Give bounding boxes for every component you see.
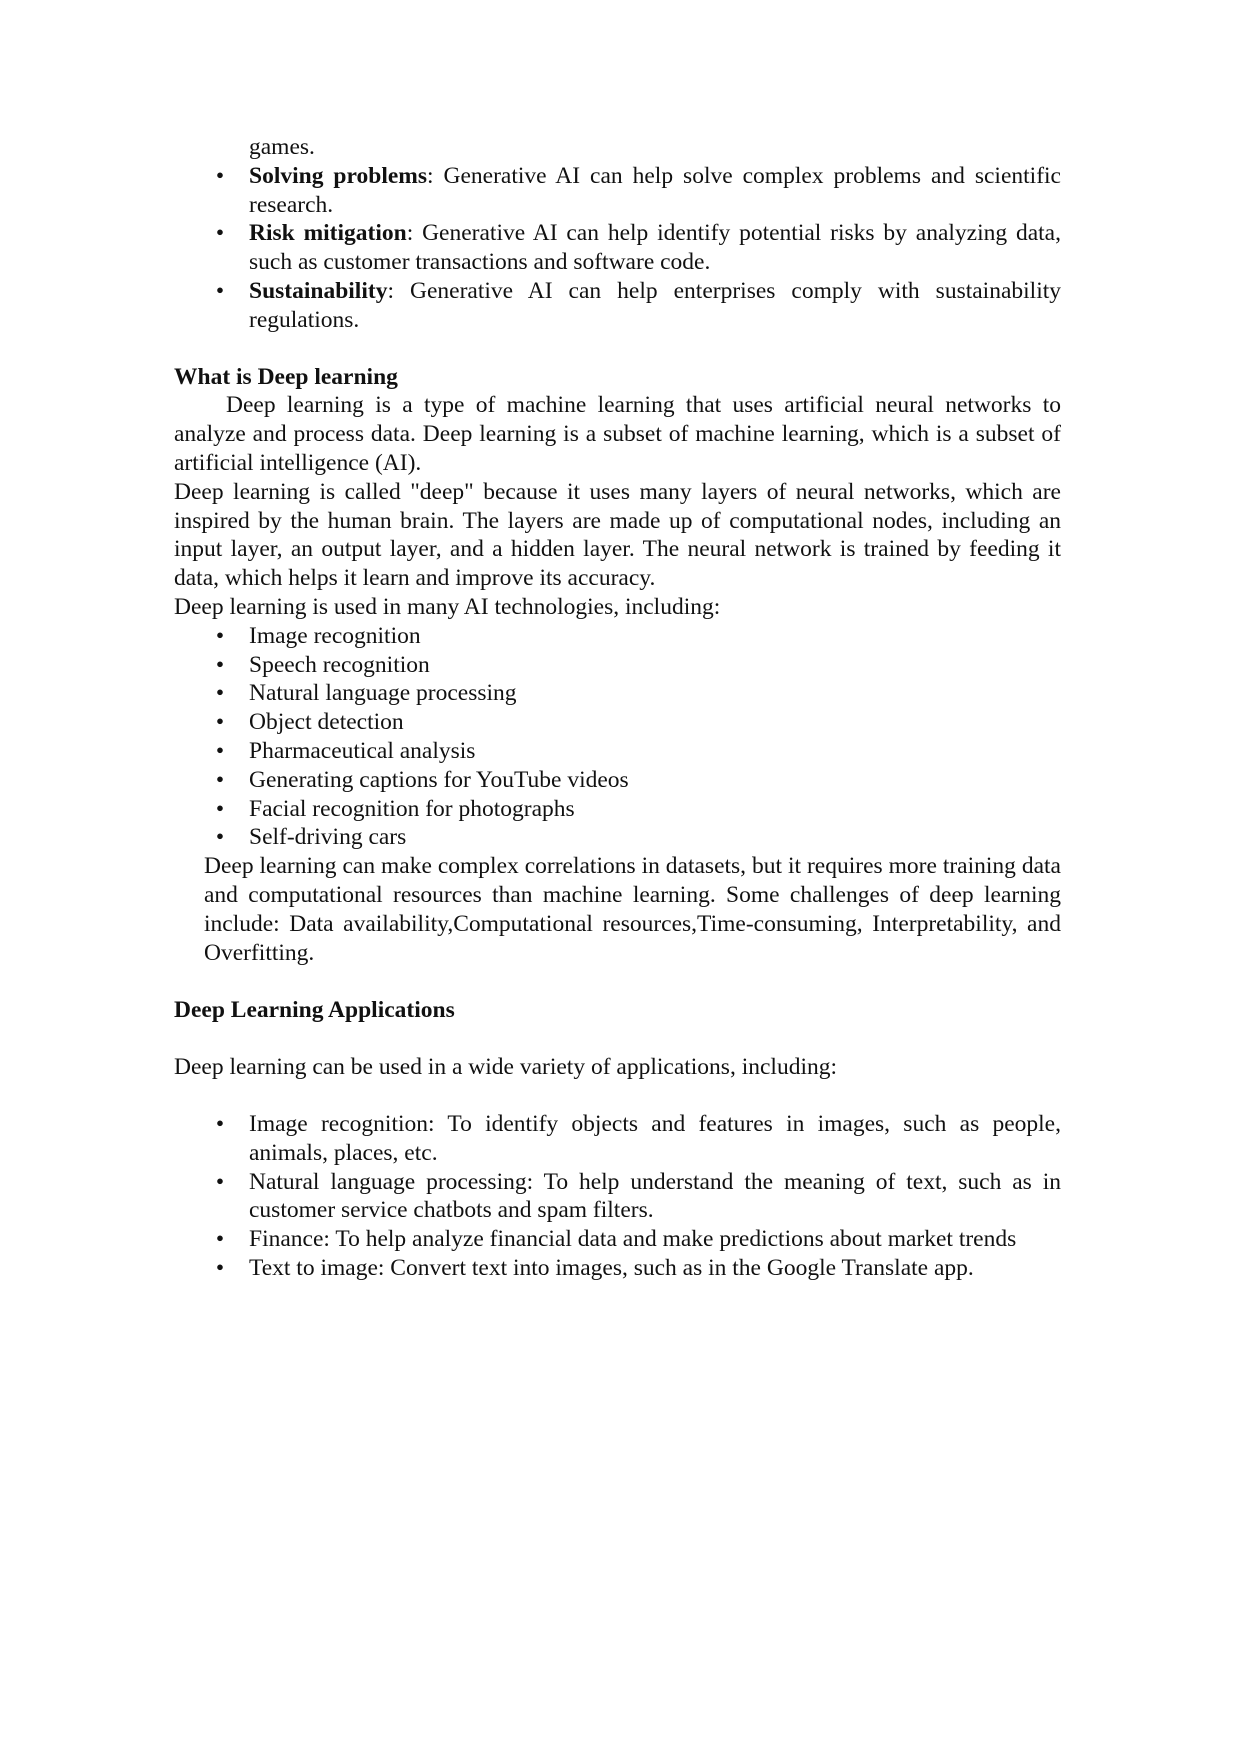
list-item-separator: : (427, 162, 434, 189)
bullet-icon: • (215, 1168, 225, 1195)
list-item-term: Sustainability (249, 277, 388, 304)
list-item-text: Image recognition: To identify objects and features in images, such as people, animals, places, etc. (249, 1110, 1061, 1166)
bullet-icon: • (215, 766, 225, 793)
list-item (174, 1168, 1061, 1226)
list-item (174, 651, 1061, 680)
paragraph: Deep learning is called "deep" because it uses many layers of neural networks, which are inspired by the human brain. The layers are made up of computational nodes, including an input layer, an output layer, and a hidden layer. The neural network is trained by feeding it data, which helps it learn and improve its accuracy. (174, 478, 1061, 592)
list-item-text: Natural language processing (249, 680, 517, 707)
list-item (174, 737, 1061, 766)
section-heading-deep-learning: What is Deep learning (174, 363, 398, 390)
list-item-text: Image recognition (249, 622, 421, 649)
bullet-icon: • (215, 709, 225, 736)
bullet-icon: • (215, 622, 225, 649)
list-item-separator: : (387, 277, 394, 304)
list-item (174, 823, 1061, 852)
spacer (174, 1082, 1061, 1110)
paragraph: Deep learning is used in many AI technologies, including: (174, 593, 721, 620)
bullet-icon: • (215, 1110, 225, 1137)
list-item (174, 219, 1061, 277)
bullet-icon: • (215, 162, 225, 189)
bullet-icon: • (215, 680, 225, 707)
list-item-text: Finance: To help analyze financial data and make predictions about market trends (249, 1226, 1017, 1253)
list-item-text: Generative AI can help identify potential risks by analyzing data, such as customer transactions and software code. (249, 220, 1061, 276)
list-item (174, 679, 1061, 708)
bullet-icon: • (215, 737, 225, 764)
list-item-text: Self-driving cars (249, 824, 407, 851)
list-item (174, 708, 1061, 737)
applications-list (174, 1110, 1061, 1283)
list-item (174, 277, 1061, 335)
list-item-continuation: games. (249, 134, 315, 160)
list-item (174, 162, 1061, 220)
paragraph: Deep learning can be used in a wide variety of applications, including: (174, 1054, 838, 1081)
list-item-text: Natural language processing: To help understand the meaning of text, such as in customer service chatbots and spam filters. (249, 1168, 1061, 1224)
spacer (174, 1025, 1061, 1053)
bullet-icon: • (215, 220, 225, 247)
page-content (174, 133, 1061, 1283)
list-item (174, 795, 1061, 824)
list-item (174, 1110, 1061, 1168)
bullet-icon: • (215, 1226, 225, 1253)
list-item-text: Generative AI can help solve complex problems and scientific research. (249, 162, 1061, 218)
list-item-text: Generative AI can help enterprises comply with sustainability regulations. (249, 277, 1061, 333)
list-item-term: Solving problems (249, 162, 427, 189)
list-item-text: Pharmaceutical analysis (249, 737, 476, 764)
list-item (174, 1225, 1061, 1254)
paragraph: Deep learning is a type of machine learning that uses artificial neural networks to analyze and process data. Deep learning is a subset of machine learning, which is a subset of artificial intelligence (AI). (174, 392, 1061, 476)
list-item-text: Object detection (249, 709, 404, 736)
list-item-separator: : (406, 220, 414, 247)
benefits-list (174, 162, 1061, 335)
bullet-icon: • (215, 1254, 225, 1281)
list-item-text: Text to image: Convert text into images, such as in the Google Translate app. (249, 1254, 974, 1281)
section-heading-applications: Deep Learning Applications (174, 997, 455, 1024)
bullet-icon: • (215, 651, 225, 678)
technologies-list (174, 622, 1061, 852)
list-item-text: Speech recognition (249, 651, 430, 678)
spacer (174, 335, 1061, 363)
list-item (174, 622, 1061, 651)
spacer (174, 967, 1061, 996)
list-item-text: Generating captions for YouTube videos (249, 766, 629, 793)
list-item-text: Facial recognition for photographs (249, 795, 575, 822)
bullet-icon: • (215, 824, 225, 851)
bullet-icon: • (215, 277, 225, 304)
list-item-term: Risk mitigation (249, 220, 407, 247)
list-item (174, 1254, 1061, 1283)
bullet-icon: • (215, 795, 225, 822)
paragraph: Deep learning can make complex correlations in datasets, but it requires more training data and computational resources than machine learning. Some challenges of deep learning include: Data availability,Computational resources,Time-consuming, Interpretability, and Overfitting. (204, 853, 1061, 966)
list-item (174, 766, 1061, 795)
